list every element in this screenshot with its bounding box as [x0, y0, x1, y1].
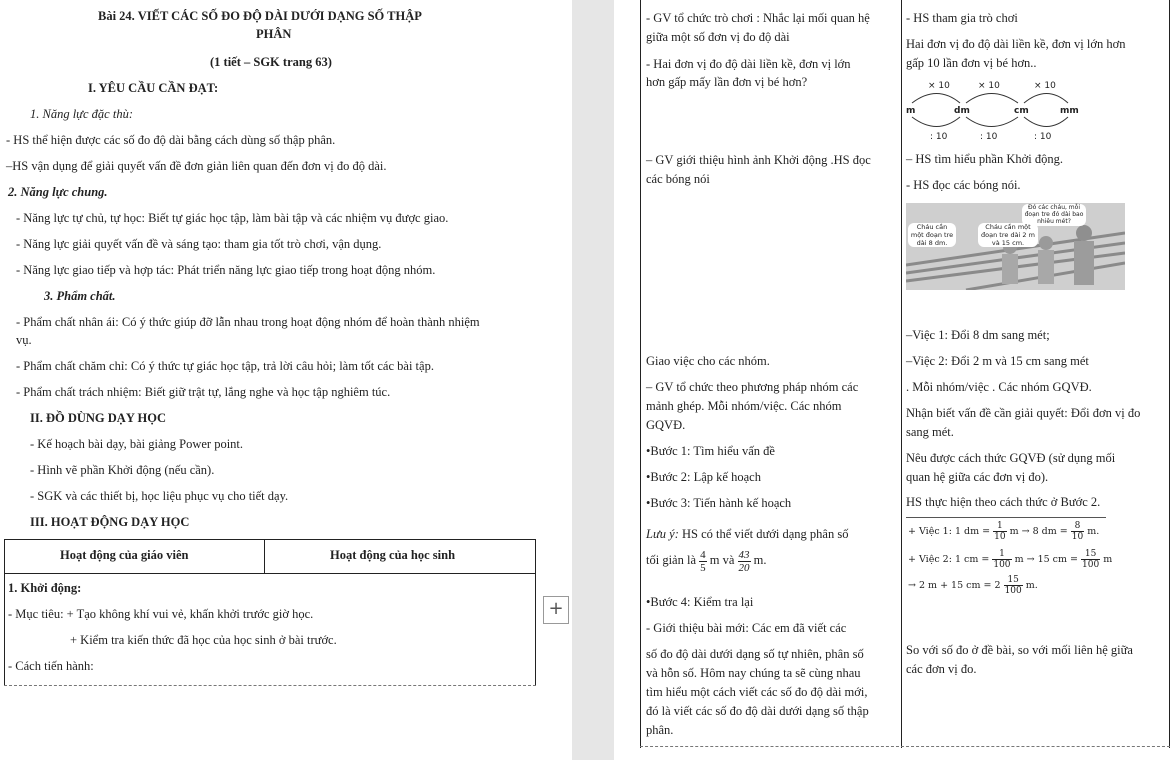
- gv-nhom-2: mảnh ghép. Mỗi nhóm/việc. Các nhóm: [646, 399, 842, 413]
- lesson-title-line2: PHÂN: [256, 27, 292, 41]
- heading-nang-luc-chung: 2. Năng lực chung.: [8, 185, 108, 199]
- frac-den: 10: [1071, 532, 1084, 542]
- nang-luc-item-2: –HS vận dụng để giải quyết vấn đề đơn giản liên quan đến đơn vị đo độ dài.: [6, 159, 387, 173]
- gv-nhom-3: GQVĐ.: [646, 418, 686, 432]
- heading-nang-luc-dac-thu: 1. Năng lực đặc thù:: [30, 107, 133, 121]
- frac-num: 43: [738, 548, 750, 561]
- pham-chat-3: - Phẩm chất trách nhiệm: Biết giữ trật tự, lắng nghe và học tập nghiêm túc.: [16, 385, 391, 399]
- frac-num: 1: [993, 521, 1006, 532]
- luu-y-line1: [646, 526, 848, 542]
- luu-y-and: m và: [709, 553, 735, 567]
- table-left-border-right: [640, 0, 641, 748]
- hs-so-sanh-1: So với số đo ở đề bài, so với mối liên hệ giữa: [906, 643, 1133, 657]
- unit-m: m: [906, 106, 916, 116]
- speech-bubble-3: Đó các cháu, mỗi đoạn tre đó dài bao nhiêu mét?: [1024, 204, 1084, 225]
- hs-nhan-biet-2: sang mét.: [906, 425, 954, 439]
- v2-text: + Việc 2: 1 cm =: [908, 554, 990, 565]
- buoc-3: •Bước 3: Tiến hành kế hoạch: [646, 496, 792, 510]
- fraction-43-20: [738, 549, 751, 574]
- fraction-15-100: [1081, 549, 1100, 570]
- gv-gioi-thieu-2: các bóng nói: [646, 172, 710, 186]
- do-dung-3: - SGK và các thiết bị, học liệu phục vụ cho tiết dạy.: [30, 489, 289, 503]
- table-bottom-border: [4, 685, 536, 686]
- v1-end: m.: [1087, 526, 1100, 537]
- hs-thuc-hien: HS thực hiện theo cách thức ở Bước 2.: [906, 495, 1101, 509]
- column-header-student: Hoạt động của học sinh: [330, 548, 456, 562]
- cach-tien-hanh: - Cách tiến hành:: [8, 659, 94, 673]
- speech-bubble-1: Cháu cần một đoạn tre dài 8 dm.: [910, 223, 954, 247]
- v1-text: + Việc 1: 1 dm =: [908, 526, 991, 537]
- times10-label-3: × 10: [1034, 81, 1056, 91]
- gv-hoi-2: hơn gấp mấy lần đơn vị bé hơn?: [646, 75, 808, 89]
- hs-neu-cach-1: Nêu được cách thức GQVĐ (sử dụng mối: [906, 451, 1116, 465]
- v3-text: → 2 m + 15 cm = 2: [908, 580, 1001, 591]
- table-right-border-right: [1169, 0, 1170, 748]
- muc-tieu-line2: + Kiểm tra kiến thức đã học của học sinh ở bài trước.: [70, 633, 337, 647]
- hs-tra-loi-1: Hai đơn vị đo độ dài liền kề, đơn vị lớn hơn: [906, 37, 1126, 51]
- v2-end: m: [1103, 554, 1113, 565]
- hs-nhan-biet-1: Nhận biết vấn đề cần giải quyết: Đổi đơn vị đo: [906, 406, 1141, 420]
- luu-y-m: m.: [753, 553, 767, 567]
- frac-num: 8: [1071, 521, 1084, 532]
- frac-den: 10: [994, 532, 1006, 542]
- giao-viec: Giao việc cho các nhóm.: [646, 354, 770, 368]
- hs-tra-loi-2: gấp 10 lần đơn vị bé hơn..: [906, 56, 1037, 70]
- gv-bai-moi-1: - Giới thiệu bài mới: Các em đã viết các: [646, 621, 847, 635]
- hs-tim-hieu: – HS tìm hiểu phần Khởi động.: [906, 152, 1063, 166]
- frac-num: 15: [1004, 575, 1023, 586]
- column-header-teacher: Hoạt động của giáo viên: [60, 548, 189, 562]
- gv-bai-moi-5: đó là viết các số đo độ dài dưới dạng số thập: [646, 704, 869, 718]
- frac-den: 5: [700, 561, 706, 574]
- viec2-conversion: [908, 546, 1112, 574]
- unit-dm: dm: [954, 106, 970, 116]
- viec1-conversion: [908, 518, 1099, 546]
- section-heading-3: III. HOẠT ĐỘNG DẠY HỌC: [30, 515, 190, 529]
- fraction-4-5: [699, 549, 707, 574]
- frac-num: 1: [992, 549, 1011, 560]
- viec2-result: [908, 572, 1038, 600]
- khoi-dong-illustration: [906, 203, 1125, 290]
- buoc-2: •Bước 2: Lập kế hoạch: [646, 470, 761, 484]
- pham-chat-1a: - Phẩm chất nhân ái: Có ý thức giúp đỡ lẫn nhau trong hoạt động nhóm để hoàn thành nhiệm: [16, 315, 480, 329]
- fraction-1-100: [992, 549, 1011, 570]
- gv-nhom-1: – GV tổ chức theo phương pháp nhóm các: [646, 380, 859, 394]
- table-left-border: [4, 573, 5, 685]
- viec-2: –Việc 2: Đổi 2 m và 15 cm sang mét: [906, 354, 1089, 368]
- khoi-dong-heading: 1. Khởi động:: [8, 581, 82, 595]
- do-dung-1: - Kế hoạch bài dạy, bài giảng Power point.: [30, 437, 244, 451]
- lesson-title-line1: Bài 24. VIẾT CÁC SỐ ĐO ĐỘ DÀI DƯỚI DẠNG SỐ THẬP: [98, 9, 422, 23]
- frac-den: 100: [1004, 586, 1022, 596]
- frac-num: 4: [700, 548, 706, 561]
- nang-luc-chung-2: - Năng lực giải quyết vấn đề và sáng tạo: tham gia tốt trò chơi, vận dụng.: [16, 237, 382, 251]
- luu-y-line2: [646, 543, 767, 577]
- unit-conversion-diagram: [900, 76, 1090, 144]
- document-page-left: [0, 0, 572, 760]
- times10-label-1: × 10: [928, 81, 950, 91]
- div10-label-2: : 10: [980, 132, 998, 142]
- lesson-subtitle: (1 tiết – SGK trang 63): [210, 55, 332, 69]
- nang-luc-chung-1: - Năng lực tự chủ, tự học: Biết tự giác học tập, làm bài tập và các nhiệm vụ được giao.: [16, 211, 449, 225]
- gv-tro-choi-1: - GV tổ chức trò chơi : Nhắc lại mối quan hệ: [646, 11, 870, 25]
- muc-tieu-line1: - Mục tiêu: + Tạo không khí vui vẻ, khấn khởi trước giờ học.: [8, 607, 314, 621]
- fraction-mixed-15-100: [1004, 575, 1023, 596]
- table-right-border: [535, 573, 536, 685]
- section-heading-2: II. ĐỒ DÙNG DẠY HỌC: [30, 411, 166, 425]
- gv-bai-moi-3: và hỗn số. Hôm nay chúng ta sẽ cùng nhau: [646, 666, 861, 680]
- gv-bai-moi-6: phân.: [646, 723, 674, 737]
- fraction-8-10: [1071, 521, 1084, 542]
- luu-y-label: Lưu ý:: [646, 527, 679, 541]
- frac-num: 15: [1081, 549, 1100, 560]
- unit-cm: cm: [1014, 106, 1029, 116]
- nang-luc-chung-3: - Năng lực giao tiếp và hợp tác: Phát triển năng lực giao tiếp trong hoạt động nhóm.: [16, 263, 436, 277]
- section-heading-1: I. YÊU CẦU CẦN ĐẠT:: [88, 81, 219, 95]
- v2-mid: m → 15 cm =: [1014, 554, 1078, 565]
- frac-den: 100: [1082, 560, 1100, 570]
- frac-den: 100: [993, 560, 1011, 570]
- gv-gioi-thieu-1: – GV giới thiệu hình ảnh Khởi động .HS đọc: [646, 153, 871, 167]
- frac-den: 20: [738, 561, 750, 574]
- gv-hoi-1: - Hai đơn vị đo độ dài liền kề, đơn vị lớn: [646, 57, 851, 71]
- hs-neu-cach-2: quan hệ giữa các đơn vị đo).: [906, 470, 1049, 484]
- buoc-1: •Bước 1: Tìm hiểu vấn đề: [646, 444, 775, 458]
- gv-bai-moi-4: tìm hiểu một cách viết các số đo độ dài mới,: [646, 685, 868, 699]
- heading-pham-chat: 3. Phẩm chất.: [44, 289, 116, 303]
- table-column-divider: [264, 539, 265, 573]
- unit-mm: mm: [1060, 106, 1079, 116]
- div10-label-1: : 10: [930, 132, 948, 142]
- luu-y-b: tối giản là: [646, 553, 696, 567]
- table-bottom-border-right: [640, 746, 1170, 747]
- hs-so-sanh-2: các đơn vị đo.: [906, 662, 977, 676]
- gv-tro-choi-2: giữa một số đơn vị đo độ dài: [646, 30, 790, 44]
- luu-y-text: HS có thể viết dưới dạng phân số: [678, 527, 849, 541]
- gv-bai-moi-2: số đo độ dài dưới dạng số tự nhiên, phân số: [646, 647, 864, 661]
- speech-bubble-2: Cháu cần một đoạn tre dài 2 m và 15 cm.: [981, 223, 1035, 247]
- hs-tham-gia: - HS tham gia trò chơi: [906, 11, 1018, 25]
- nang-luc-item-1: - HS thể hiện được các số đo độ dài bằng cách dùng số thập phân.: [6, 133, 336, 147]
- add-row-button[interactable]: +: [543, 596, 569, 624]
- div10-label-3: : 10: [1034, 132, 1052, 142]
- hs-nhom: . Mỗi nhóm/việc . Các nhóm GQVĐ.: [906, 380, 1092, 394]
- viec-1: –Việc 1: Đổi 8 dm sang mét;: [906, 328, 1050, 342]
- do-dung-2: - Hình vẽ phần Khởi động (nếu cần).: [30, 463, 215, 477]
- v3-end: m.: [1025, 580, 1038, 591]
- buoc-4: •Bước 4: Kiểm tra lại: [646, 595, 754, 609]
- fraction-1-10: [993, 521, 1006, 542]
- times10-label-2: × 10: [978, 81, 1000, 91]
- v1-mid: m → 8 dm =: [1009, 526, 1068, 537]
- hs-doc-bong-noi: - HS đọc các bóng nói.: [906, 178, 1021, 192]
- pham-chat-1b: vụ.: [16, 333, 32, 347]
- pham-chat-2: - Phẩm chất chăm chỉ: Có ý thức tự giác học tập, trả lời câu hỏi; làm tốt các bài tập.: [16, 359, 434, 373]
